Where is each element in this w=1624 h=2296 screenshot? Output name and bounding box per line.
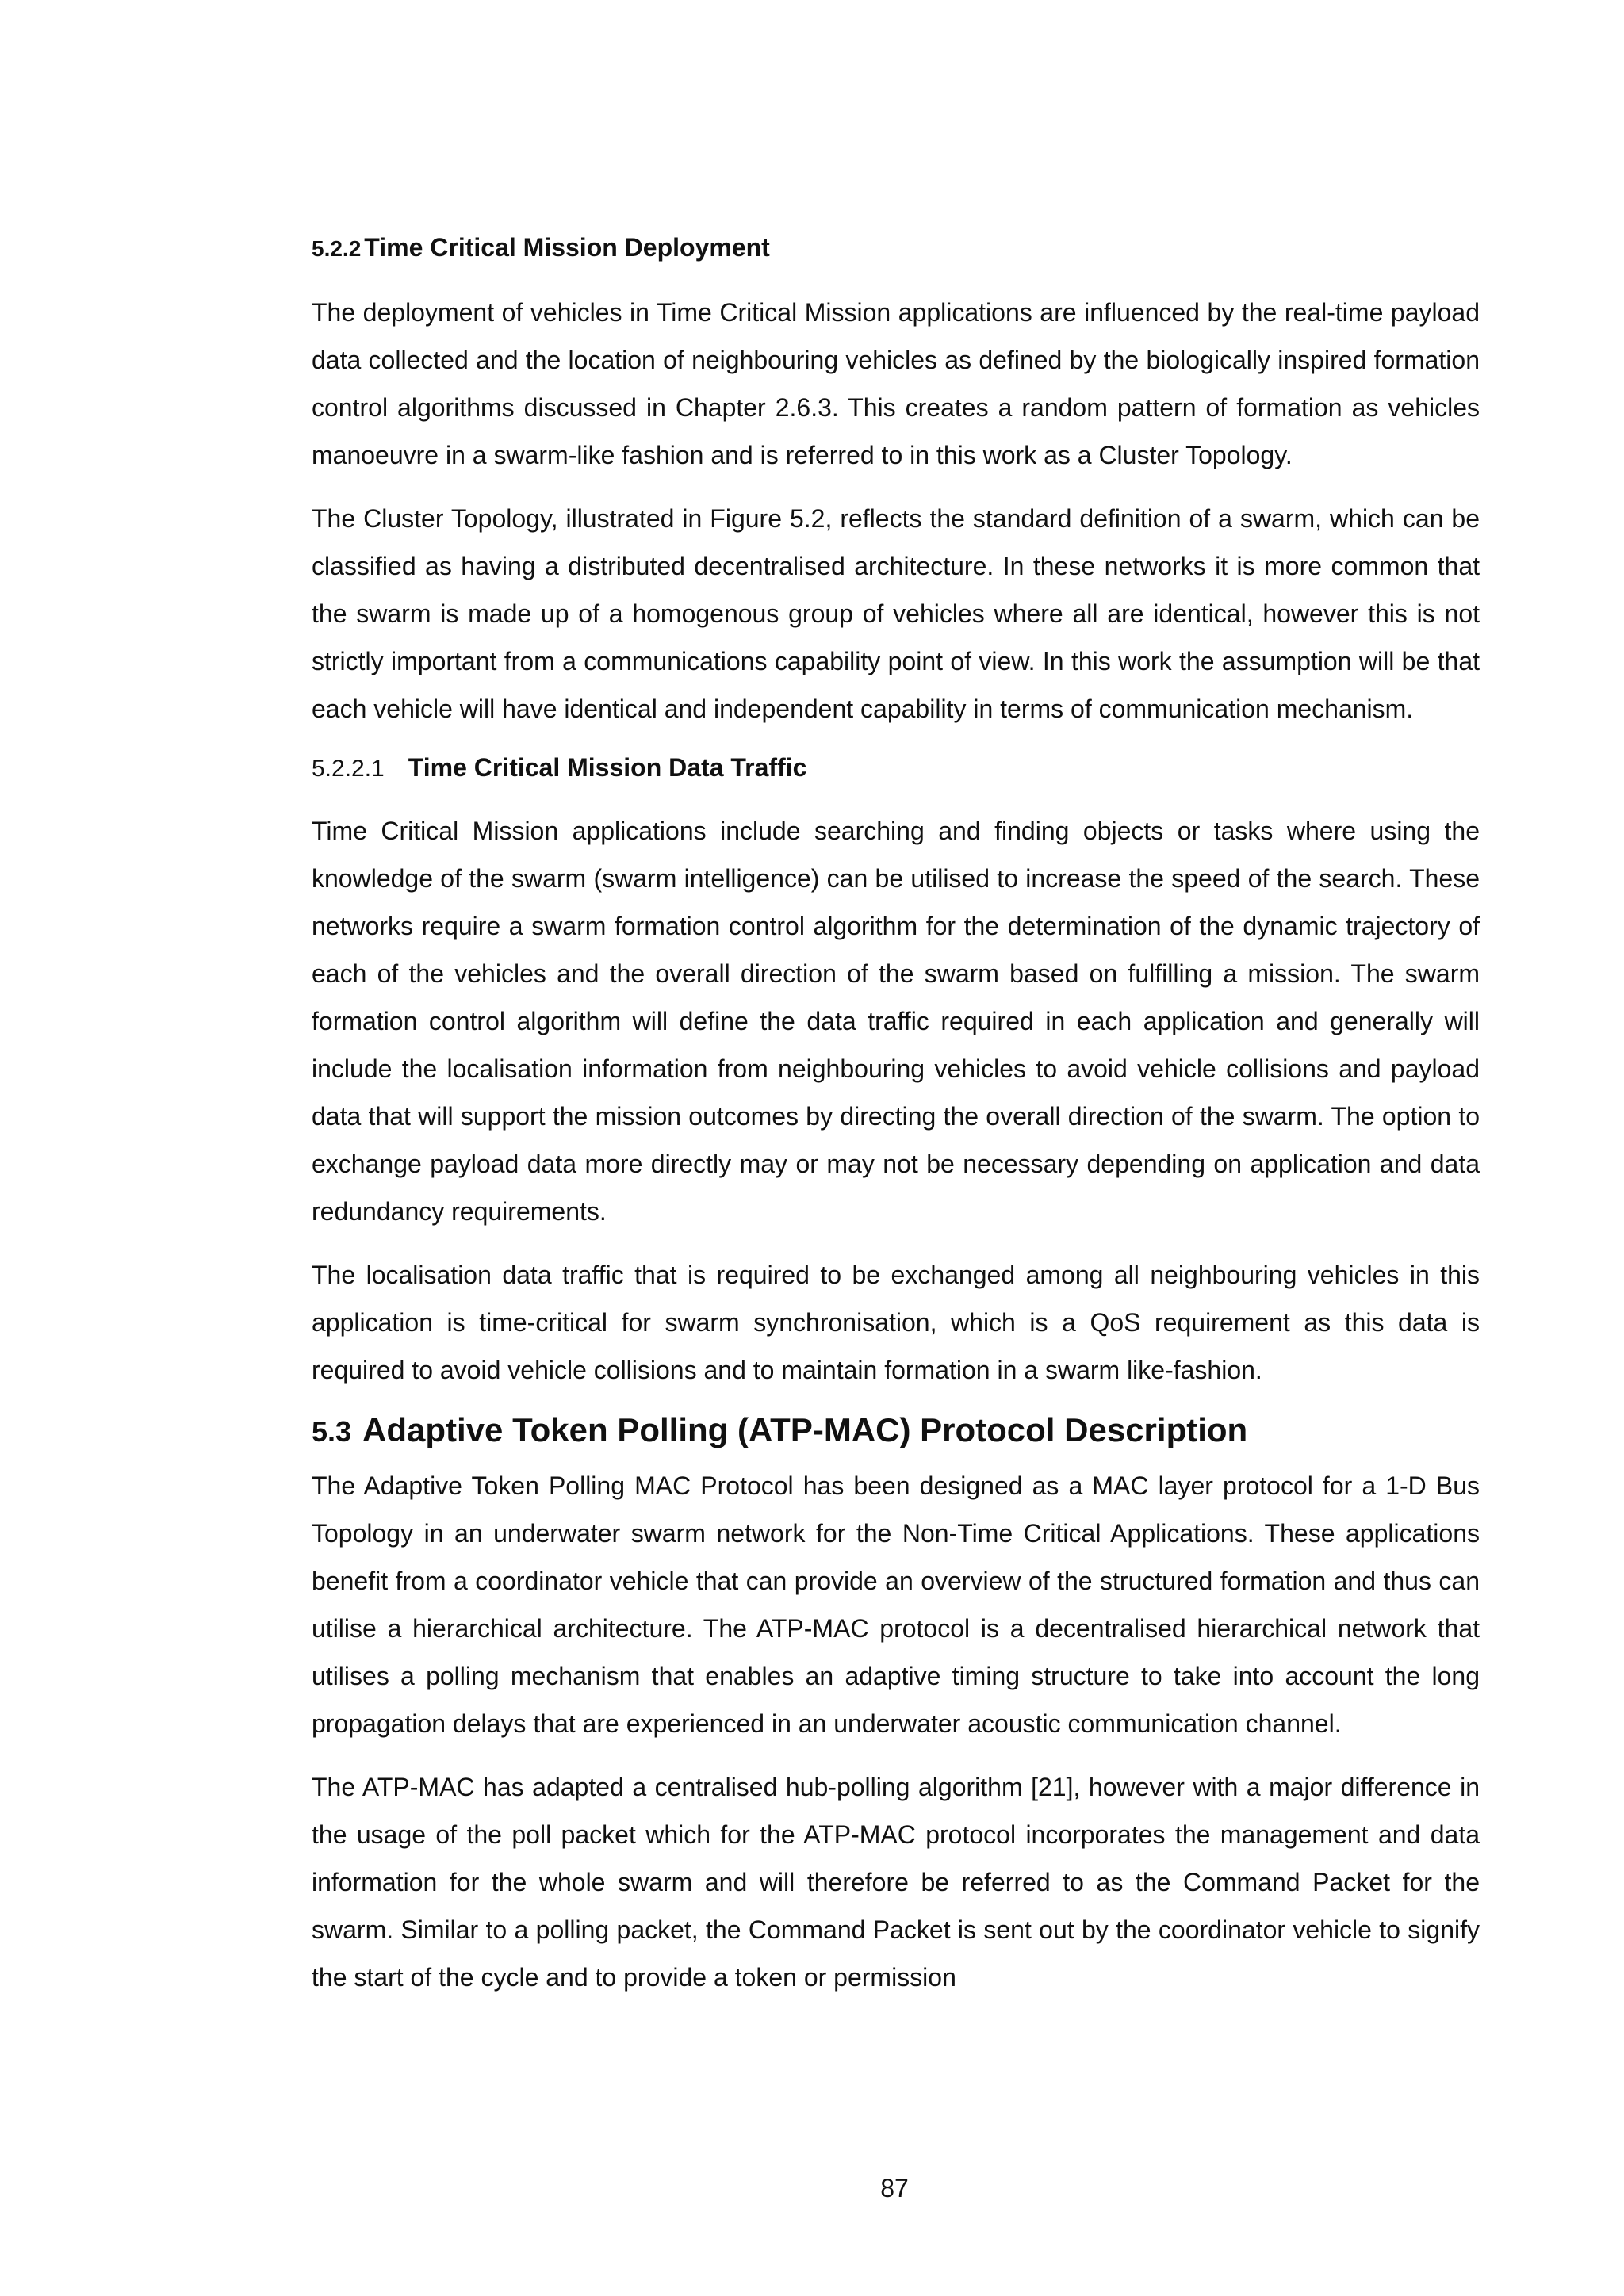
paragraph: The localisation data traffic that is required to be exchanged among all neighbouring vehicles in this application is time-critical for swarm synchronisation, which is a QoS requirement as this data is required to avoid vehicle collisions and to maintain formation in a swarm like-fashion.: [312, 1261, 1480, 1384]
section-title: Time Critical Mission Deployment: [364, 233, 770, 262]
section-number: 5.2.2.1: [312, 756, 385, 782]
paragraph: The Adaptive Token Polling MAC Protocol has been designed as a MAC layer protocol for a 1-D Bus Topology in an underwater swarm network for the Non-Time Critical Applications. These applications benefit from a coordinator vehicle that can provide an overview of the structured formation and thus can utilise a hierarchical architecture. The ATP-MAC protocol is a decentralised hierarchical network that utilises a polling mechanism that enables an adaptive timing structure to take into account the long propagation delays that are experienced in an underwater acoustic communication channel.: [312, 1471, 1480, 1738]
section-title: Time Critical Mission Data Traffic: [408, 753, 807, 782]
page-number: 87: [880, 2174, 909, 2202]
section-heading-5-3: [312, 1410, 1480, 1452]
section-heading-5-2-2: [312, 228, 1480, 268]
page-content: [312, 228, 1480, 2001]
paragraph: Time Critical Mission applications include searching and finding objects or tasks where using the knowledge of the swarm (swarm intelligence) can be utilised to increase the speed of the search. These networks require a swarm formation control algorithm for the determination of the dynamic trajectory of each of the vehicles and the overall direction of the swarm based on fulfilling a mission. The swarm formation control algorithm will define the data traffic required in each application and generally will include the localisation information from neighbouring vehicles to avoid vehicle collisions and payload data that will support the mission outcomes by directing the overall direction of the swarm. The option to exchange payload data more directly may or may not be necessary depending on application and data redundancy requirements.: [312, 817, 1480, 1226]
section-number: 5.3: [312, 1415, 352, 1448]
paragraph: The Cluster Topology, illustrated in Figure 5.2, reflects the standard definition of a swarm, which can be classified as having a distributed decentralised architecture. In these networks it is more common that the swarm is made up of a homogenous group of vehicles where all are identical, however this is not strictly important from a communications capability point of view. In this work the assumption will be that each vehicle will have identical and independent capability in terms of communication mechanism.: [312, 504, 1480, 723]
section-number: 5.2.2: [312, 236, 362, 261]
paragraph: The deployment of vehicles in Time Critical Mission applications are influenced by the real-time payload data collected and the location of neighbouring vehicles as defined by the biologically inspired formation control algorithms discussed in Chapter 2.6.3. This creates a random pattern of formation as vehicles manoeuvre in a swarm-like fashion and is referred to in this work as a Cluster Topology.: [312, 298, 1480, 469]
paragraph: The ATP-MAC has adapted a centralised hub-polling algorithm [21], however with a major difference in the usage of the poll packet which for the ATP-MAC protocol incorporates the management and data information for the whole swarm and will therefore be referred to as the Command Packet for the swarm. Similar to a polling packet, the Command Packet is sent out by the coordinator vehicle to signify the start of the cycle and to provide a token or permission: [312, 1773, 1480, 1992]
section-heading-5-2-2-1: [312, 748, 1480, 788]
section-title: Adaptive Token Polling (ATP-MAC) Protocol Description: [362, 1411, 1248, 1448]
